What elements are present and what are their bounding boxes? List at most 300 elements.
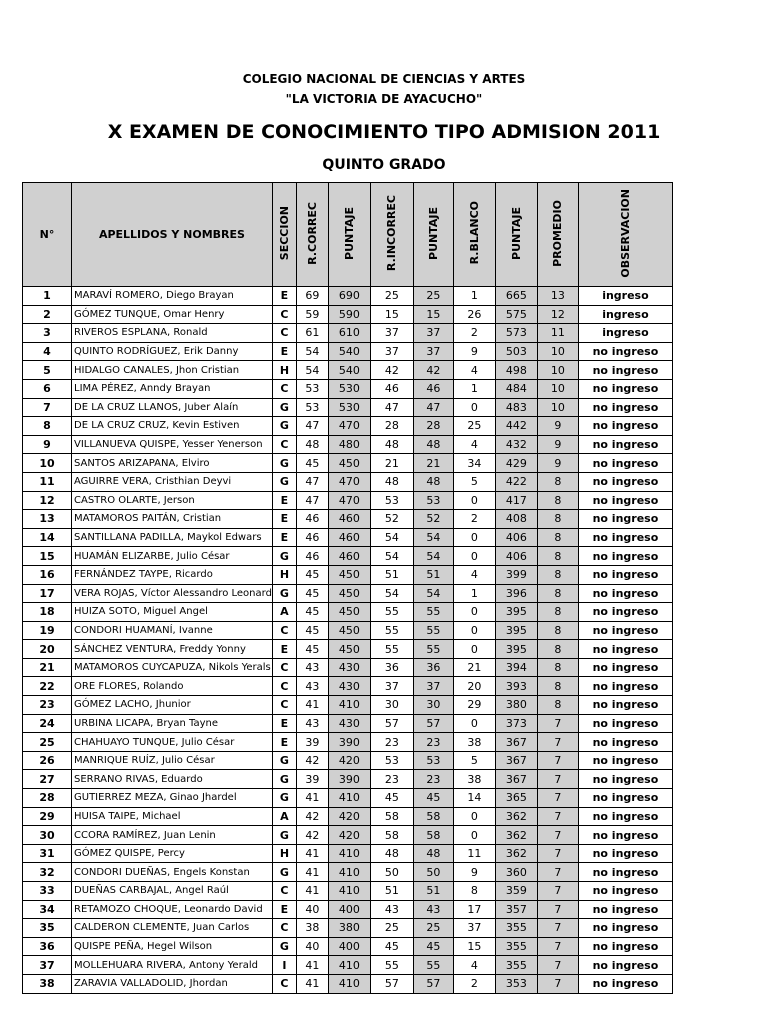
cell-blank: 0	[453, 714, 495, 733]
cell-score-correct: 450	[328, 454, 370, 473]
cell-blank: 2	[453, 974, 495, 993]
cell-correct: 47	[296, 491, 328, 510]
cell-score-total: 395	[495, 621, 537, 640]
cell-blank: 8	[453, 882, 495, 901]
table-row	[23, 974, 673, 993]
cell-correct: 45	[296, 565, 328, 584]
cell-blank: 0	[453, 491, 495, 510]
cell-score-incorrect: 21	[413, 454, 453, 473]
cell-score-incorrect: 15	[413, 305, 453, 324]
cell-number: 13	[23, 510, 72, 529]
cell-score-total: 395	[495, 603, 537, 622]
cell-incorrect: 37	[370, 342, 413, 361]
cell-blank: 26	[453, 305, 495, 324]
cell-average: 7	[537, 900, 578, 919]
table-row	[23, 826, 673, 845]
cell-name: CHAHUAYO TUNQUE, Julio César	[72, 733, 273, 752]
cell-incorrect: 15	[370, 305, 413, 324]
table-row	[23, 342, 673, 361]
cell-name: DE LA CRUZ CRUZ, Kevin Estiven	[72, 417, 273, 436]
cell-score-correct: 460	[328, 547, 370, 566]
cell-score-correct: 430	[328, 658, 370, 677]
cell-observation: no ingreso	[578, 696, 672, 715]
table-row	[23, 882, 673, 901]
cell-score-total: 575	[495, 305, 537, 324]
cell-correct: 48	[296, 435, 328, 454]
cell-name: DUEÑAS CARBAJAL, Angel Raúl	[72, 882, 273, 901]
cell-section: C	[272, 919, 296, 938]
cell-score-incorrect: 36	[413, 658, 453, 677]
cell-number: 30	[23, 826, 72, 845]
table-row	[23, 789, 673, 808]
cell-incorrect: 55	[370, 640, 413, 659]
cell-number: 11	[23, 472, 72, 491]
cell-name: CALDERON CLEMENTE, Juan Carlos	[72, 919, 273, 938]
col-header-incorrect: R.INCORREC	[370, 183, 413, 287]
cell-correct: 45	[296, 584, 328, 603]
cell-blank: 37	[453, 919, 495, 938]
cell-name: GÓMEZ LACHO, Jhunior	[72, 696, 273, 715]
cell-section: C	[272, 305, 296, 324]
cell-incorrect: 43	[370, 900, 413, 919]
cell-section: H	[272, 565, 296, 584]
cell-section: A	[272, 807, 296, 826]
cell-average: 7	[537, 882, 578, 901]
cell-score-incorrect: 45	[413, 789, 453, 808]
cell-observation: no ingreso	[578, 937, 672, 956]
cell-correct: 38	[296, 919, 328, 938]
cell-incorrect: 48	[370, 435, 413, 454]
cell-correct: 45	[296, 454, 328, 473]
cell-name: GÓMEZ QUISPE, Percy	[72, 844, 273, 863]
cell-score-incorrect: 52	[413, 510, 453, 529]
cell-section: G	[272, 770, 296, 789]
cell-score-total: 360	[495, 863, 537, 882]
cell-number: 10	[23, 454, 72, 473]
cell-correct: 41	[296, 863, 328, 882]
cell-average: 13	[537, 287, 578, 306]
cell-score-incorrect: 28	[413, 417, 453, 436]
cell-score-incorrect: 42	[413, 361, 453, 380]
cell-name: VERA ROJAS, Víctor Alessandro Leonard	[72, 584, 273, 603]
table-row	[23, 658, 673, 677]
cell-name: MATAMOROS CUYCAPUZA, Nikols Yerals	[72, 658, 273, 677]
cell-correct: 45	[296, 621, 328, 640]
table-row	[23, 956, 673, 975]
cell-name: ZARAVIA VALLADOLID, Jhordan	[72, 974, 273, 993]
cell-number: 22	[23, 677, 72, 696]
cell-score-incorrect: 23	[413, 733, 453, 752]
cell-average: 7	[537, 844, 578, 863]
table-row	[23, 528, 673, 547]
table-row	[23, 714, 673, 733]
cell-observation: no ingreso	[578, 974, 672, 993]
exam-title: X EXAMEN DE CONOCIMIENTO TIPO ADMISION 2011	[107, 121, 661, 143]
cell-name: CCORA RAMÍREZ, Juan Lenin	[72, 826, 273, 845]
cell-score-total: 362	[495, 807, 537, 826]
cell-correct: 46	[296, 510, 328, 529]
cell-incorrect: 58	[370, 807, 413, 826]
cell-score-correct: 410	[328, 789, 370, 808]
cell-score-incorrect: 54	[413, 528, 453, 547]
cell-average: 7	[537, 974, 578, 993]
cell-section: E	[272, 714, 296, 733]
col-header-correct: R.CORREC	[296, 183, 328, 287]
cell-observation: no ingreso	[578, 491, 672, 510]
cell-average: 8	[537, 472, 578, 491]
cell-name: LIMA PÉREZ, Anndy Brayan	[72, 379, 273, 398]
cell-incorrect: 25	[370, 919, 413, 938]
table-row	[23, 603, 673, 622]
cell-section: C	[272, 621, 296, 640]
cell-observation: no ingreso	[578, 919, 672, 938]
cell-observation: no ingreso	[578, 361, 672, 380]
cell-average: 7	[537, 789, 578, 808]
cell-number: 15	[23, 547, 72, 566]
cell-incorrect: 54	[370, 528, 413, 547]
cell-score-total: 395	[495, 640, 537, 659]
cell-number: 16	[23, 565, 72, 584]
cell-section: E	[272, 287, 296, 306]
cell-observation: no ingreso	[578, 844, 672, 863]
cell-score-total: 393	[495, 677, 537, 696]
cell-name: AGUIRRE VERA, Cristhian Deyvi	[72, 472, 273, 491]
col-header-average: PROMEDIO	[537, 183, 578, 287]
cell-score-correct: 470	[328, 417, 370, 436]
cell-score-incorrect: 53	[413, 491, 453, 510]
table-row	[23, 491, 673, 510]
cell-section: G	[272, 826, 296, 845]
cell-incorrect: 57	[370, 974, 413, 993]
cell-observation: no ingreso	[578, 789, 672, 808]
cell-correct: 42	[296, 751, 328, 770]
cell-score-total: 367	[495, 733, 537, 752]
table-row	[23, 417, 673, 436]
cell-incorrect: 37	[370, 324, 413, 343]
cell-blank: 0	[453, 603, 495, 622]
cell-name: VILLANUEVA QUISPE, Yesser Yenerson	[72, 435, 273, 454]
cell-correct: 39	[296, 770, 328, 789]
cell-average: 7	[537, 714, 578, 733]
cell-incorrect: 57	[370, 714, 413, 733]
cell-average: 9	[537, 454, 578, 473]
cell-average: 8	[537, 640, 578, 659]
cell-observation: no ingreso	[578, 807, 672, 826]
cell-section: H	[272, 844, 296, 863]
cell-section: C	[272, 379, 296, 398]
cell-blank: 1	[453, 379, 495, 398]
cell-score-incorrect: 55	[413, 956, 453, 975]
cell-blank: 4	[453, 565, 495, 584]
cell-incorrect: 21	[370, 454, 413, 473]
cell-incorrect: 45	[370, 937, 413, 956]
table-row	[23, 844, 673, 863]
cell-score-total: 362	[495, 826, 537, 845]
cell-blank: 0	[453, 528, 495, 547]
cell-observation: no ingreso	[578, 528, 672, 547]
cell-correct: 41	[296, 844, 328, 863]
cell-name: SERRANO RIVAS, Eduardo	[72, 770, 273, 789]
cell-incorrect: 30	[370, 696, 413, 715]
cell-correct: 42	[296, 826, 328, 845]
cell-number: 21	[23, 658, 72, 677]
cell-average: 7	[537, 826, 578, 845]
cell-blank: 29	[453, 696, 495, 715]
cell-observation: no ingreso	[578, 640, 672, 659]
cell-name: SANTILLANA PADILLA, Maykol Edwars	[72, 528, 273, 547]
cell-score-total: 422	[495, 472, 537, 491]
cell-number: 36	[23, 937, 72, 956]
cell-incorrect: 23	[370, 770, 413, 789]
cell-observation: no ingreso	[578, 435, 672, 454]
cell-section: C	[272, 677, 296, 696]
table-row	[23, 379, 673, 398]
cell-average: 8	[537, 510, 578, 529]
cell-average: 8	[537, 603, 578, 622]
cell-score-correct: 460	[328, 528, 370, 547]
cell-correct: 69	[296, 287, 328, 306]
cell-score-correct: 610	[328, 324, 370, 343]
cell-name: HUISA TAIPE, Michael	[72, 807, 273, 826]
school-motto: "LA VICTORIA DE AYACUCHO"	[285, 92, 483, 106]
cell-observation: no ingreso	[578, 714, 672, 733]
cell-correct: 47	[296, 472, 328, 491]
cell-section: E	[272, 640, 296, 659]
cell-score-correct: 430	[328, 677, 370, 696]
cell-score-correct: 450	[328, 603, 370, 622]
cell-average: 7	[537, 733, 578, 752]
cell-average: 7	[537, 863, 578, 882]
cell-score-incorrect: 37	[413, 342, 453, 361]
cell-incorrect: 46	[370, 379, 413, 398]
cell-average: 8	[537, 658, 578, 677]
col-header-section: SECCION	[272, 183, 296, 287]
table-row	[23, 305, 673, 324]
cell-number: 12	[23, 491, 72, 510]
cell-name: CONDORI HUAMANÍ, Ivanne	[72, 621, 273, 640]
cell-incorrect: 58	[370, 826, 413, 845]
cell-blank: 25	[453, 417, 495, 436]
cell-score-correct: 410	[328, 696, 370, 715]
cell-score-incorrect: 54	[413, 584, 453, 603]
cell-name: MARAVÍ ROMERO, Diego Brayan	[72, 287, 273, 306]
cell-section: C	[272, 882, 296, 901]
cell-average: 7	[537, 956, 578, 975]
cell-average: 7	[537, 751, 578, 770]
cell-number: 19	[23, 621, 72, 640]
cell-score-incorrect: 55	[413, 640, 453, 659]
cell-score-incorrect: 51	[413, 565, 453, 584]
cell-section: G	[272, 398, 296, 417]
cell-number: 27	[23, 770, 72, 789]
cell-blank: 11	[453, 844, 495, 863]
cell-incorrect: 51	[370, 565, 413, 584]
cell-number: 7	[23, 398, 72, 417]
cell-score-incorrect: 58	[413, 807, 453, 826]
cell-correct: 54	[296, 361, 328, 380]
cell-score-correct: 470	[328, 472, 370, 491]
cell-score-correct: 400	[328, 900, 370, 919]
cell-section: E	[272, 510, 296, 529]
cell-score-correct: 450	[328, 565, 370, 584]
cell-number: 2	[23, 305, 72, 324]
cell-number: 33	[23, 882, 72, 901]
cell-score-correct: 410	[328, 956, 370, 975]
cell-number: 26	[23, 751, 72, 770]
cell-correct: 46	[296, 528, 328, 547]
cell-number: 38	[23, 974, 72, 993]
cell-score-incorrect: 55	[413, 603, 453, 622]
cell-score-correct: 450	[328, 640, 370, 659]
cell-section: H	[272, 361, 296, 380]
cell-score-correct: 420	[328, 807, 370, 826]
cell-blank: 15	[453, 937, 495, 956]
cell-score-incorrect: 57	[413, 714, 453, 733]
cell-incorrect: 48	[370, 844, 413, 863]
cell-correct: 41	[296, 696, 328, 715]
cell-section: E	[272, 733, 296, 752]
cell-blank: 0	[453, 398, 495, 417]
cell-blank: 0	[453, 547, 495, 566]
cell-score-correct: 410	[328, 882, 370, 901]
cell-score-incorrect: 25	[413, 919, 453, 938]
cell-incorrect: 51	[370, 882, 413, 901]
cell-name: GUTIERREZ MEZA, Ginao Jhardel	[72, 789, 273, 808]
col-header-score-correct: PUNTAJE	[328, 183, 370, 287]
col-header-observation: OBSERVACION	[578, 183, 672, 287]
cell-observation: no ingreso	[578, 770, 672, 789]
cell-score-total: 429	[495, 454, 537, 473]
cell-score-total: 362	[495, 844, 537, 863]
cell-observation: ingreso	[578, 287, 672, 306]
cell-observation: no ingreso	[578, 472, 672, 491]
cell-name: MANRIQUE RUÍZ, Julio César	[72, 751, 273, 770]
cell-score-correct: 420	[328, 826, 370, 845]
cell-section: E	[272, 342, 296, 361]
cell-observation: no ingreso	[578, 751, 672, 770]
cell-incorrect: 50	[370, 863, 413, 882]
cell-blank: 34	[453, 454, 495, 473]
cell-score-total: 367	[495, 770, 537, 789]
cell-score-correct: 390	[328, 770, 370, 789]
cell-incorrect: 47	[370, 398, 413, 417]
cell-section: C	[272, 435, 296, 454]
cell-correct: 41	[296, 956, 328, 975]
cell-blank: 2	[453, 510, 495, 529]
cell-observation: no ingreso	[578, 398, 672, 417]
cell-average: 8	[537, 584, 578, 603]
cell-blank: 14	[453, 789, 495, 808]
cell-number: 4	[23, 342, 72, 361]
cell-score-correct: 410	[328, 844, 370, 863]
cell-average: 7	[537, 770, 578, 789]
table-row	[23, 919, 673, 938]
cell-incorrect: 52	[370, 510, 413, 529]
cell-score-total: 394	[495, 658, 537, 677]
table-row	[23, 807, 673, 826]
cell-name: HUIZA SOTO, Miguel Angel	[72, 603, 273, 622]
cell-correct: 41	[296, 789, 328, 808]
table-row	[23, 751, 673, 770]
cell-blank: 0	[453, 640, 495, 659]
col-header-score-incorrect: PUNTAJE	[413, 183, 453, 287]
cell-number: 1	[23, 287, 72, 306]
cell-score-total: 484	[495, 379, 537, 398]
cell-correct: 59	[296, 305, 328, 324]
cell-score-incorrect: 48	[413, 472, 453, 491]
cell-score-incorrect: 50	[413, 863, 453, 882]
cell-average: 8	[537, 696, 578, 715]
cell-score-total: 355	[495, 919, 537, 938]
cell-average: 10	[537, 361, 578, 380]
cell-name: SÁNCHEZ VENTURA, Freddy Yonny	[72, 640, 273, 659]
cell-score-total: 399	[495, 565, 537, 584]
cell-score-total: 503	[495, 342, 537, 361]
cell-observation: no ingreso	[578, 826, 672, 845]
cell-blank: 2	[453, 324, 495, 343]
cell-score-incorrect: 57	[413, 974, 453, 993]
cell-name: MATAMOROS PAITÁN, Cristian	[72, 510, 273, 529]
cell-score-total: 359	[495, 882, 537, 901]
cell-correct: 45	[296, 640, 328, 659]
cell-section: G	[272, 751, 296, 770]
table-row	[23, 677, 673, 696]
cell-average: 8	[537, 491, 578, 510]
cell-score-incorrect: 53	[413, 751, 453, 770]
cell-blank: 1	[453, 287, 495, 306]
table-row	[23, 324, 673, 343]
cell-score-correct: 460	[328, 510, 370, 529]
cell-section: I	[272, 956, 296, 975]
table-row	[23, 696, 673, 715]
cell-incorrect: 28	[370, 417, 413, 436]
cell-average: 12	[537, 305, 578, 324]
cell-incorrect: 36	[370, 658, 413, 677]
cell-number: 31	[23, 844, 72, 863]
cell-correct: 43	[296, 658, 328, 677]
cell-name: CASTRO OLARTE, Jerson	[72, 491, 273, 510]
cell-score-total: 367	[495, 751, 537, 770]
cell-blank: 1	[453, 584, 495, 603]
cell-correct: 53	[296, 398, 328, 417]
cell-score-incorrect: 43	[413, 900, 453, 919]
cell-section: C	[272, 974, 296, 993]
cell-section: G	[272, 547, 296, 566]
cell-incorrect: 42	[370, 361, 413, 380]
cell-correct: 43	[296, 677, 328, 696]
results-table	[22, 182, 673, 994]
table-row	[23, 733, 673, 752]
cell-average: 8	[537, 547, 578, 566]
cell-blank: 4	[453, 435, 495, 454]
cell-section: G	[272, 789, 296, 808]
cell-score-incorrect: 58	[413, 826, 453, 845]
cell-score-incorrect: 54	[413, 547, 453, 566]
table-row	[23, 398, 673, 417]
cell-blank: 5	[453, 751, 495, 770]
cell-blank: 5	[453, 472, 495, 491]
cell-number: 24	[23, 714, 72, 733]
cell-number: 9	[23, 435, 72, 454]
cell-number: 32	[23, 863, 72, 882]
table-row	[23, 547, 673, 566]
cell-average: 11	[537, 324, 578, 343]
col-header-score-total: PUNTAJE	[495, 183, 537, 287]
cell-number: 8	[23, 417, 72, 436]
header-row	[23, 183, 673, 287]
cell-name: ORE FLORES, Rolando	[72, 677, 273, 696]
cell-score-correct: 450	[328, 584, 370, 603]
